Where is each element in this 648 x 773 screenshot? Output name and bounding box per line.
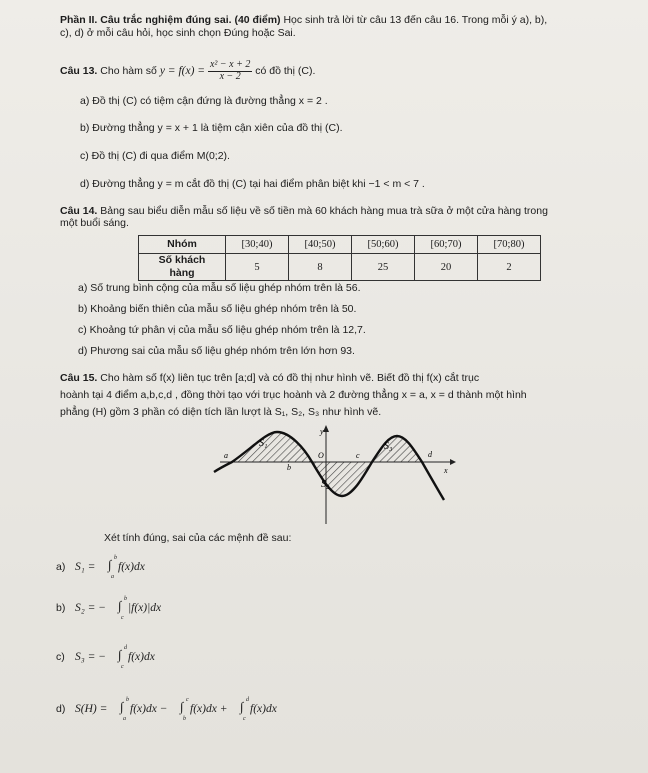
q15-stem-text: Cho hàm số f(x) liên tục trên [a;d] và có đồ thị như hình vẽ. Biết đồ thị f(x) cắt trục — [100, 372, 480, 384]
table-count: 8 — [289, 254, 352, 281]
table-group: [50;60) — [352, 236, 415, 254]
option-a-label: a) — [56, 561, 66, 573]
table-count: 2 — [478, 254, 541, 281]
upper-limit: d — [124, 645, 127, 651]
point-d-label: d — [428, 450, 432, 459]
option-a-integrand: f(x)dx — [118, 561, 145, 573]
q14-option-a: a) Số trung bình cộng của mẫu số liệu ghép nhóm trên là 56. — [78, 282, 361, 294]
area-s2-label: S₂ — [321, 479, 330, 490]
point-c-label: c — [356, 451, 360, 460]
integral-sign: ∫ — [118, 647, 122, 662]
q15-option-a — [56, 555, 256, 581]
origin-label: O — [318, 451, 324, 460]
q13-option-d: d) Đường thẳng y = m cắt đồ thị (C) tại hai điểm phân biệt khi −1 < m < 7 . — [80, 178, 425, 190]
table-row — [139, 236, 541, 254]
area-s1-label: S₁ — [259, 438, 268, 449]
q15-option-b — [56, 596, 256, 622]
option-b-label: b) — [56, 602, 66, 614]
q14-stem-text: Bảng sau biểu diễn mẫu số liệu về số tiền mà 60 khách hàng mua trà sữa ở một cửa hàng trong — [100, 205, 548, 217]
table-row — [139, 254, 541, 281]
lower-limit: c — [121, 615, 124, 621]
q14-frequency-table — [138, 235, 541, 281]
q13-denominator: x − 2 — [219, 70, 241, 82]
table-group: [40;50) — [289, 236, 352, 254]
lower-limit: a — [111, 574, 114, 580]
integral-sign: ∫ — [180, 699, 184, 714]
q15-prompt: Xét tính đúng, sai của các mệnh đề sau: — [104, 532, 292, 544]
q15-stem-line3: phẳng (H) gồm 3 phần có diện tích lần lượt là S₁, S₂, S₃ như hình vẽ. — [60, 406, 382, 418]
x-axis-arrow-icon — [450, 459, 456, 465]
option-d-label: d) — [56, 703, 66, 715]
option-c-lhs: S₃ = − — [75, 651, 107, 663]
q14-option-b: b) Khoảng biến thiên của mẫu số liệu ghép nhóm trên là 50. — [78, 303, 357, 315]
q13-numerator: x² − x + 2 — [209, 59, 251, 70]
q13-option-b: b) Đường thẳng y = x + 1 là tiệm cận xiên của đồ thị (C). — [80, 122, 343, 134]
table-row-label: Số khách hàng — [139, 254, 226, 281]
option-c-integrand: f(x)dx — [128, 651, 155, 663]
q15-option-c — [56, 645, 256, 671]
q13-label: Câu 13. — [60, 64, 98, 77]
y-axis-arrow-icon — [323, 425, 329, 432]
q13-fraction — [208, 60, 252, 82]
q15-label: Câu 15. — [60, 372, 98, 384]
upper-limit: b — [114, 555, 117, 561]
upper-limit: c — [186, 697, 189, 703]
table-count: 25 — [352, 254, 415, 281]
option-b-integrand: |f(x)|dx — [128, 602, 162, 614]
area-s3-label: S₃ — [384, 441, 393, 452]
q13-option-a: a) Đồ thị (C) có tiệm cận đứng là đường thẳng x = 2 . — [80, 95, 328, 107]
part-title: Phần II. Câu trắc nghiệm đúng sai. (40 điểm) — [60, 14, 281, 26]
lower-limit: a — [123, 716, 126, 722]
q14-stem-line2: một buổi sáng. — [60, 217, 129, 229]
q15-stem-line1 — [60, 372, 479, 385]
option-d-term3: f(x)dx — [250, 703, 277, 715]
q15-stem-line2: hoành tại 4 điểm a,b,c,d , đồng thời tạo với trục hoành và 2 đường thẳng x = a, x = d thành một hình — [60, 389, 527, 401]
q14-label: Câu 14. — [60, 205, 98, 217]
integral-sign: ∫ — [120, 699, 124, 714]
integral-sign: ∫ — [118, 598, 122, 613]
point-b-label: b — [287, 463, 291, 472]
q15-function-graph — [212, 424, 457, 526]
upper-limit: b — [124, 596, 127, 602]
table-group: [60;70) — [415, 236, 478, 254]
option-c-label: c) — [56, 651, 65, 663]
lower-limit: c — [243, 716, 246, 722]
x-axis-label: x — [444, 466, 448, 475]
table-group: [70;80) — [478, 236, 541, 254]
option-d-term1: f(x)dx − — [130, 703, 168, 715]
integral-sign: ∫ — [108, 557, 112, 572]
q13-option-c: c) Đồ thị (C) đi qua điểm M(0;2). — [80, 150, 230, 162]
point-a-label: a — [224, 451, 228, 460]
lower-limit: b — [183, 716, 186, 722]
upper-limit: b — [126, 697, 129, 703]
y-axis-label: y — [320, 427, 324, 436]
part-intro-line2: c), d) ở mỗi câu hỏi, học sinh chọn Đúng hoặc Sai. — [60, 27, 296, 39]
table-count: 5 — [226, 254, 289, 281]
integral-sign: ∫ — [240, 699, 244, 714]
q15-option-d — [56, 697, 316, 723]
q13-stem-pre: Cho hàm số — [100, 64, 157, 77]
q14-stem-line1 — [60, 205, 548, 218]
table-count: 20 — [415, 254, 478, 281]
q13-stem-post: có đồ thị (C). — [255, 64, 316, 77]
option-d-lhs: S(H) = — [75, 703, 108, 715]
option-d-term2: f(x)dx + — [190, 703, 228, 715]
q13-stem — [60, 60, 315, 82]
option-b-lhs: S₂ = − — [75, 602, 107, 614]
lower-limit: c — [121, 664, 124, 670]
table-header-label: Nhóm — [139, 236, 226, 254]
table-group: [30;40) — [226, 236, 289, 254]
q14-option-d: d) Phương sai của mẫu số liệu ghép nhóm trên lớn hơn 93. — [78, 345, 355, 357]
option-a-lhs: S₁ = — [75, 561, 96, 573]
part-header — [60, 14, 547, 27]
upper-limit: d — [246, 697, 249, 703]
q14-option-c: c) Khoảng tứ phân vị của mẫu số liệu ghép nhóm trên là 12,7. — [78, 324, 366, 336]
part-intro-line1: Học sinh trả lời từ câu 13 đến câu 16. Trong mỗi ý a), b), — [283, 14, 548, 26]
q13-func: y = f(x) = — [159, 64, 206, 77]
